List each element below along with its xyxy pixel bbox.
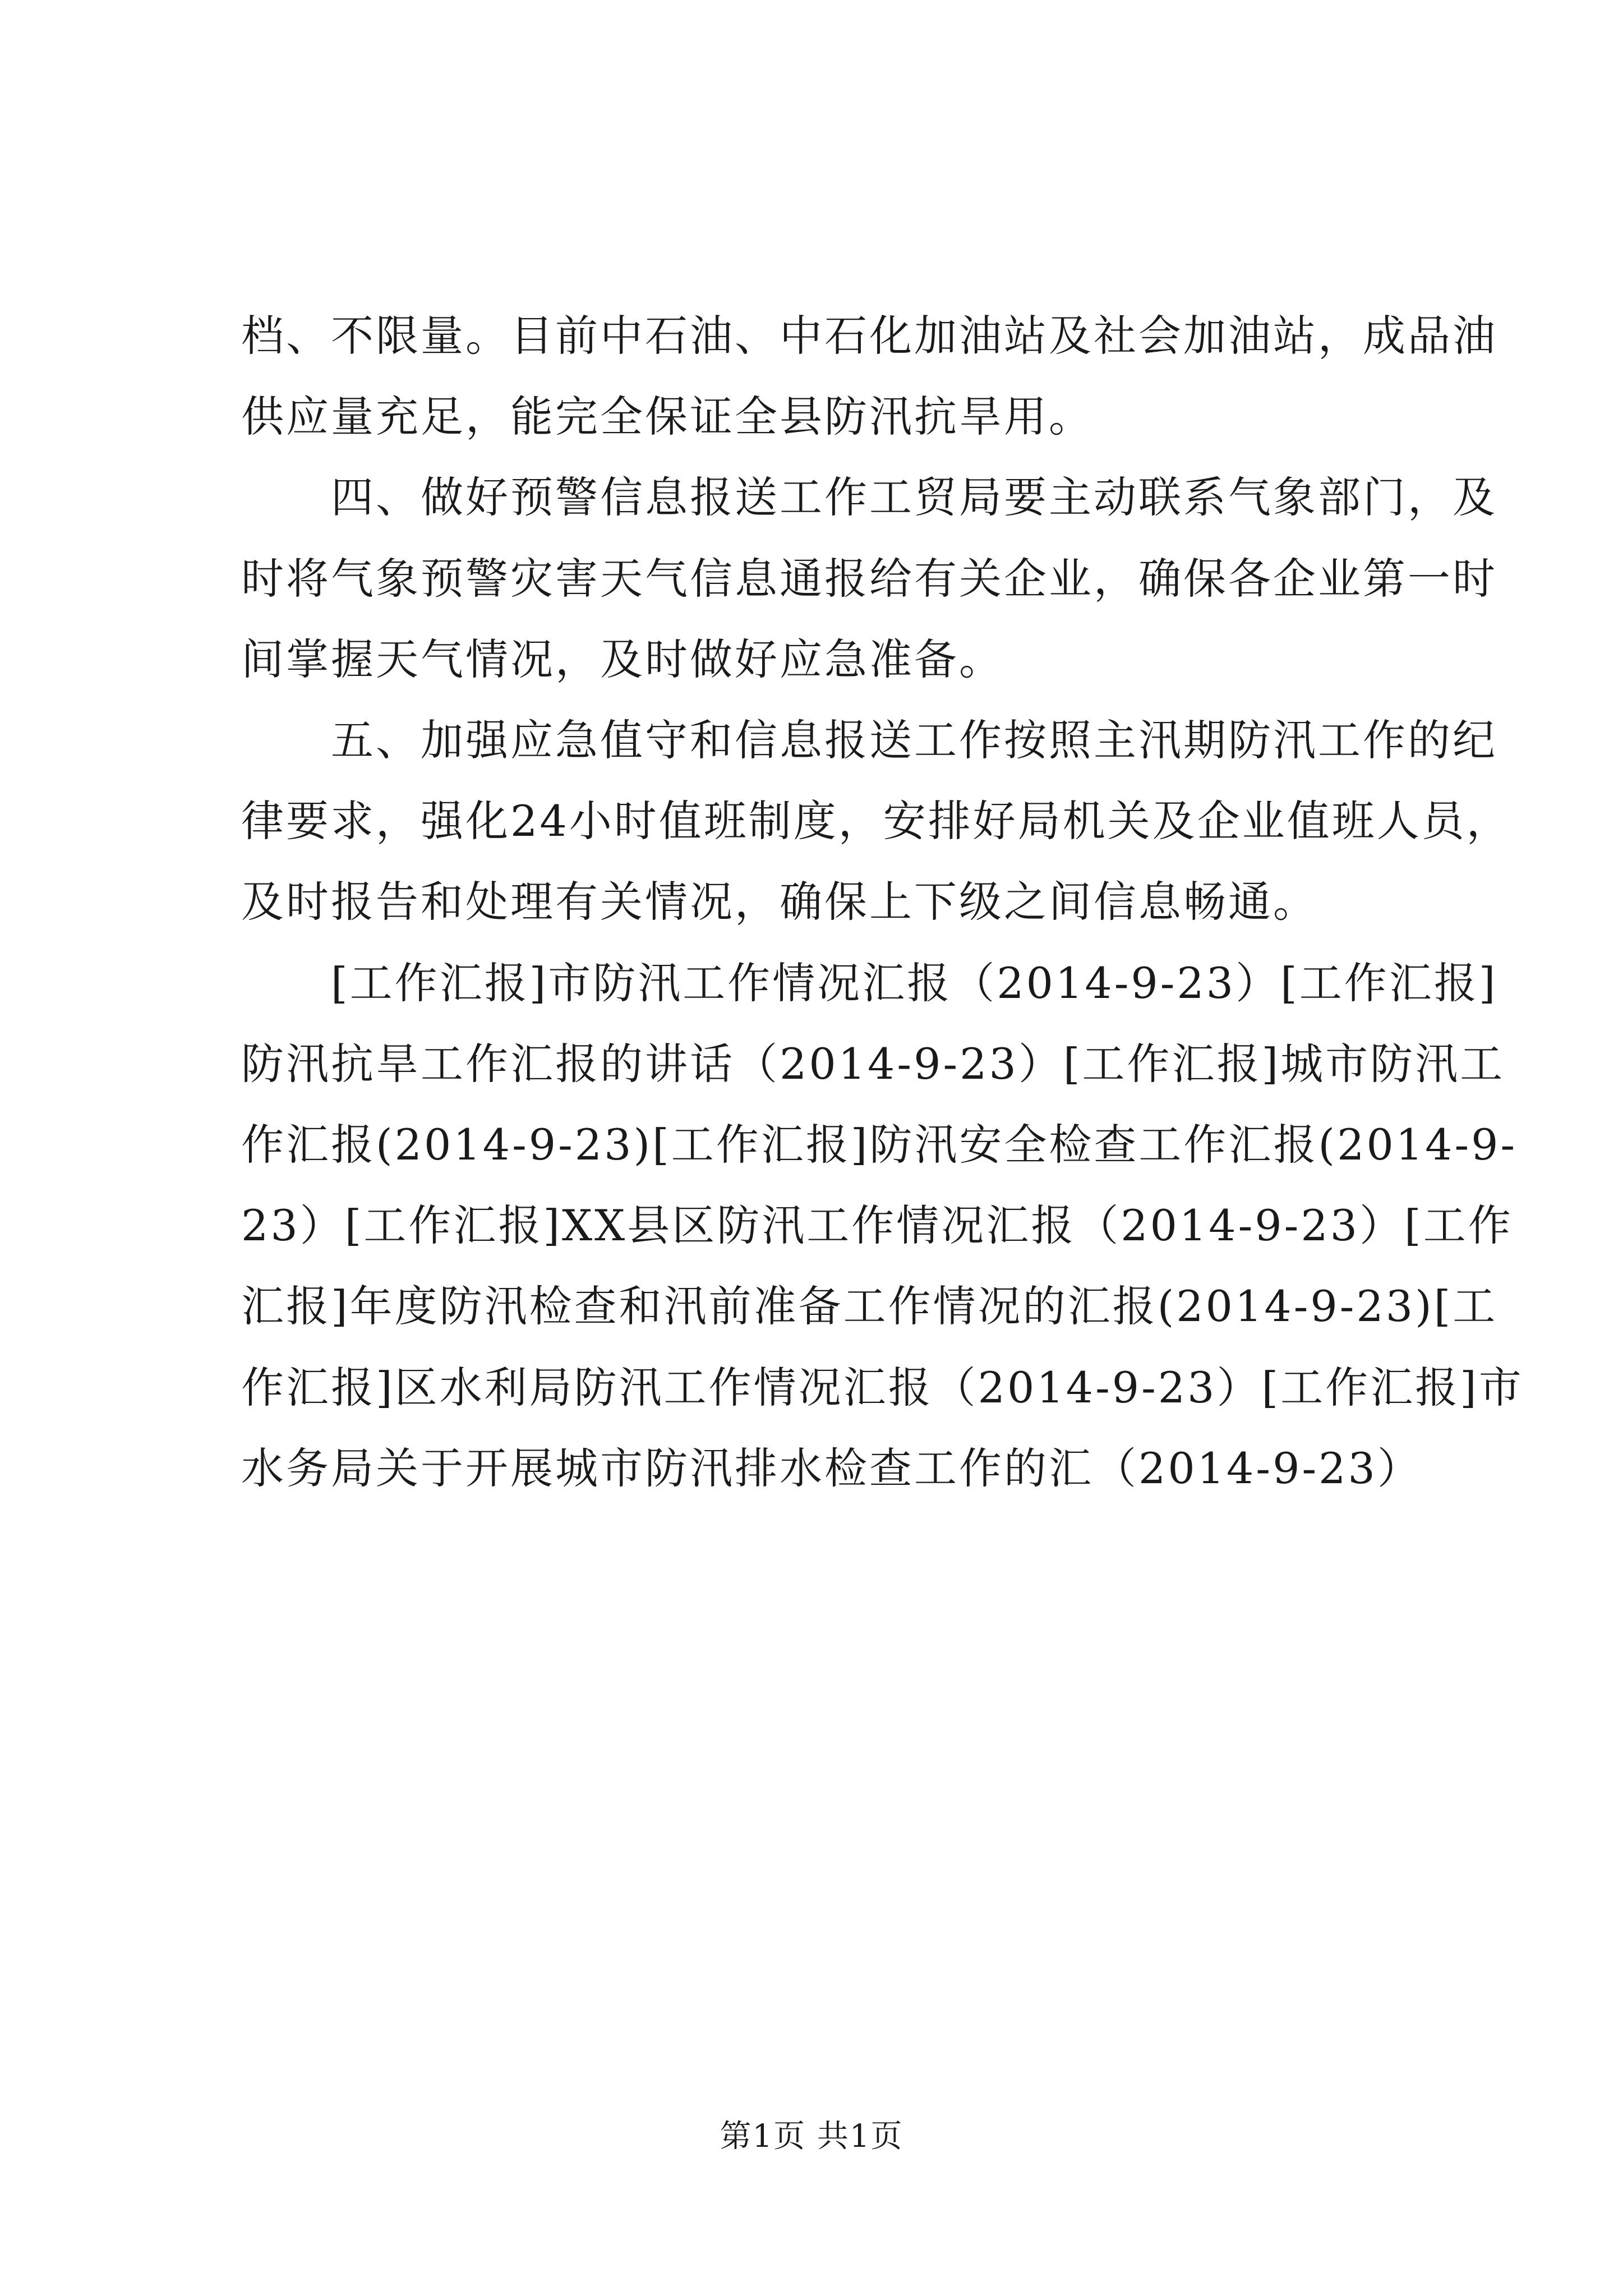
text-line: 档、不限量。目前中石油、中石化加油站及社会加油站，成品油: [241, 311, 1497, 361]
text-line: 汇报]年度防汛检查和汛前准备工作情况的汇报(2014-9-23)[工: [241, 1281, 1498, 1332]
text-line: 水务局关于开展城市防汛排水检查工作的汇（2014-9-23）: [241, 1443, 1422, 1493]
text-line: 作汇报]区水利局防汛工作情况汇报（2014-9-23）[工作汇报]市: [241, 1362, 1524, 1412]
text-line: 五、加强应急值守和信息报送工作按照主汛期防汛工作的纪: [241, 715, 1497, 766]
text-line: 四、做好预警信息报送工作工贸局要主动联系气象部门，及: [241, 472, 1497, 523]
document-body: [241, 296, 1524, 1509]
text-line: [工作汇报]市防汛工作情况汇报（2014-9-23）[工作汇报]: [241, 958, 1498, 1008]
page-footer: 第1页 共1页: [720, 2118, 903, 2155]
text-line: 供应量充足，能完全保证全县防汛抗旱用。: [241, 392, 1094, 442]
text-line: 时将气象预警灾害天气信息通报给有关企业，确保各企业第一时: [241, 553, 1497, 604]
text-line: 及时报告和处理有关情况，确保上下级之间信息畅通。: [241, 877, 1318, 927]
text-line: 律要求，强化24小时值班制度，安排好局机关及企业值班人员，: [241, 796, 1511, 846]
text-line: 防汛抗旱工作汇报的讲话（2014-9-23）[工作汇报]城市防汛工: [241, 1038, 1505, 1089]
text-line: 作汇报(2014-9-23)[工作汇报]防汛安全检查工作汇报(2014-9-: [241, 1120, 1518, 1170]
text-line: 间掌握天气情况，及时做好应急准备。: [241, 634, 1004, 684]
text-line: 23）[工作汇报]XX县区防汛工作情况汇报（2014-9-23）[工作: [241, 1200, 1513, 1251]
